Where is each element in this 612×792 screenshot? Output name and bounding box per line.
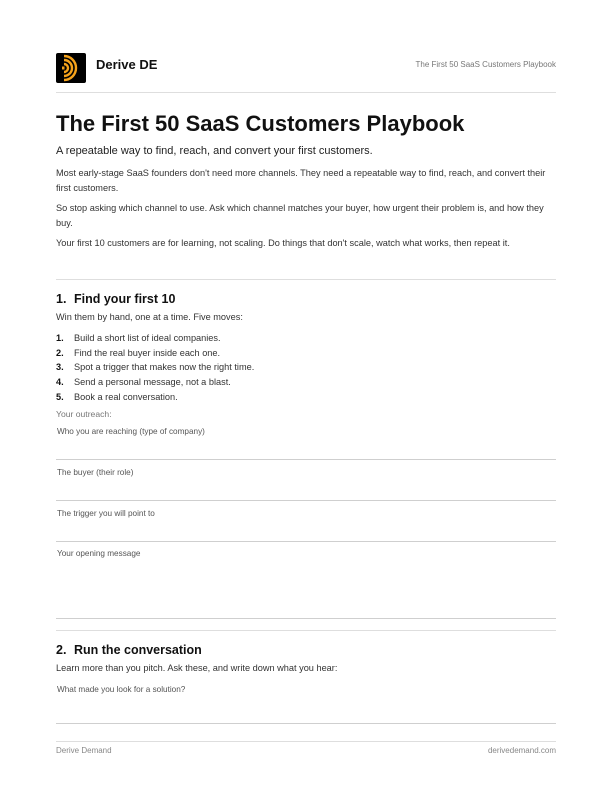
- step-number: 5.: [56, 391, 64, 402]
- field-label: The trigger you will point to: [57, 509, 155, 518]
- step-text: Send a personal message, not a blast.: [74, 377, 231, 388]
- step-text: Find the real buyer inside each one.: [74, 347, 221, 358]
- intro-paragraph: So stop asking which channel to use. Ask which channel matches your buyer, how urgent their problem is, and how they buy.: [56, 203, 544, 228]
- write-in-line[interactable]: [56, 459, 556, 460]
- running-title: The First 50 SaaS Customers Playbook: [415, 60, 556, 69]
- header-divider: [56, 92, 556, 93]
- section-heading: [56, 643, 202, 657]
- write-in-line[interactable]: [56, 618, 556, 619]
- brand-name: Derive DE: [96, 57, 158, 72]
- section-number: 2.: [56, 643, 67, 657]
- step-number: 1.: [56, 333, 64, 343]
- step-number: 4.: [56, 377, 64, 388]
- step-text: Book a real conversation.: [74, 391, 178, 402]
- field-label: What made you look for a solution?: [57, 685, 186, 694]
- buyer-role-field[interactable]: [56, 468, 556, 502]
- field-label: Your opening message: [57, 549, 141, 558]
- footer-website: derivedemand.com: [487, 746, 556, 755]
- step-text: Spot a trigger that makes now the right time.: [74, 362, 255, 373]
- company-type-field[interactable]: [56, 427, 556, 461]
- field-label: The buyer (their role): [57, 468, 134, 477]
- list-item: [56, 377, 254, 392]
- solution-reason-field[interactable]: [56, 685, 556, 725]
- intro-paragraph: Most early-stage SaaS founders don't need more channels. They need a repeatable way to find, reach, and convert their first customers.: [56, 168, 546, 193]
- write-in-line[interactable]: [56, 541, 556, 542]
- write-in-line[interactable]: [56, 500, 556, 501]
- intro-paragraph: Your first 10 customers are for learning, not scaling. Do things that don't scale, watch what works, then repeat it.: [56, 238, 510, 248]
- section-intro: Win them by hand, one at a time. Five moves:: [56, 312, 243, 322]
- document-subtitle: A repeatable way to find, reach, and convert your first customers.: [56, 145, 373, 157]
- section-divider: [56, 630, 556, 631]
- field-label: Who you are reaching (type of company): [57, 427, 205, 436]
- steps-list: [56, 333, 254, 406]
- footer-company: Derive Demand: [56, 746, 112, 755]
- section-title: Find your first 10: [74, 292, 176, 306]
- page-header: [56, 50, 556, 84]
- brand-logo-icon: [56, 53, 86, 83]
- list-item: [56, 362, 254, 377]
- opening-message-field[interactable]: [56, 549, 556, 621]
- section-number: 1.: [56, 292, 67, 306]
- step-number: 2.: [56, 347, 64, 358]
- step-text: Build a short list of ideal companies.: [74, 333, 221, 343]
- section-divider: [56, 279, 556, 280]
- document-title: The First 50 SaaS Customers Playbook: [56, 111, 465, 136]
- section-heading: [56, 292, 175, 306]
- list-item: [56, 348, 254, 363]
- list-item: [56, 392, 254, 407]
- outreach-label: Your outreach:: [56, 409, 112, 419]
- footer-divider: [56, 741, 556, 742]
- write-in-line[interactable]: [56, 723, 556, 724]
- list-item: [56, 333, 254, 348]
- section-intro: Learn more than you pitch. Ask these, and write down what you hear:: [56, 663, 338, 673]
- step-number: 3.: [56, 362, 64, 373]
- document-page: [56, 0, 556, 792]
- section-title: Run the conversation: [74, 643, 202, 657]
- trigger-field[interactable]: [56, 509, 556, 543]
